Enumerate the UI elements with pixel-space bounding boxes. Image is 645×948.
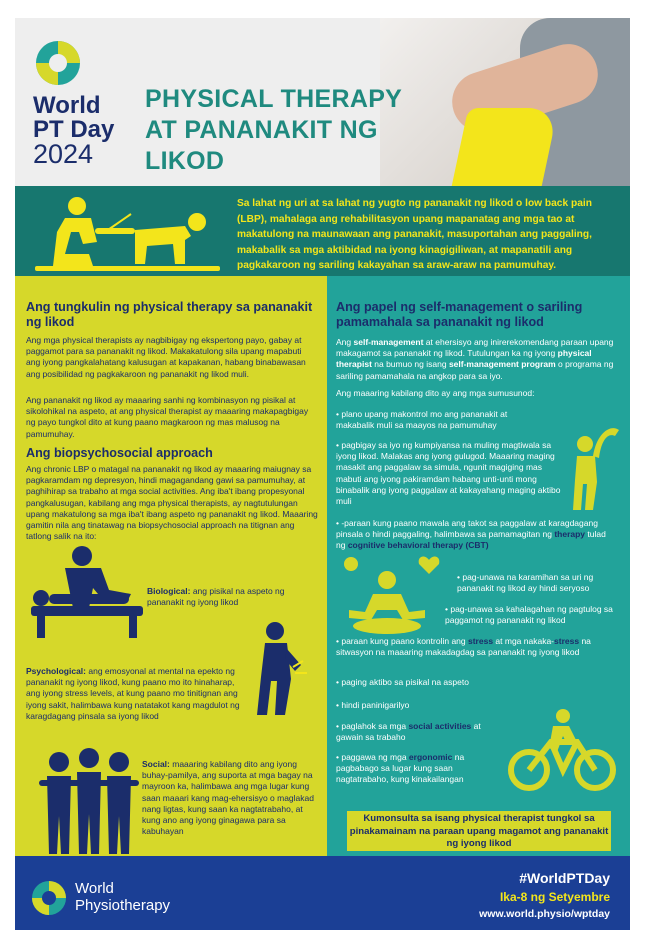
section-heading: Ang papel ng self-management o sariling pamamahala sa pananakit ng likod [336, 300, 583, 329]
header [15, 18, 630, 186]
footer-brand: World Physiotherapy [75, 880, 171, 914]
friends-group-icon [39, 746, 139, 856]
list-item: • paging aktibo sa pisikal na aspeto [336, 677, 469, 687]
list-item: • pagbigay sa iyo ng kumpiyansa na muling magtiwala sa iyong likod. Malakas ang iyong gulugod. Maaaring maging masakit ang paggalaw sa simula, ngunit magiging mas mabuti ang iyong pakiramdam habang unti-unti mong binabalik ang iyong paggalaw at kakayahang maging aktibo muli [336, 440, 561, 507]
psychological-item: Psychological: ang emosyonal at mental na epekto ng pananakit ng iyong likod, kung paano mo ito hinaharap, ang iyong stress levels, at kung paano mo tinitignan ang iyong sakit, halimbawa kung natatakot kang magdulot ng karagdagang pinsala sa iyong likod [26, 666, 240, 721]
back-pain-figure-icon [237, 621, 312, 716]
resistance-band [452, 108, 559, 186]
list-item: • -paraan kung paano mawala ang takot sa paggalaw at karagdagang pinsala o hindi paggaling, halimbawa sa pamamagitan ng therapy tulad ng cognitive behavioral therapy (CBT) [336, 518, 606, 551]
footer [15, 856, 630, 930]
list-item: • paglahok sa mga social activities at gawain sa trabaho [336, 721, 481, 743]
biological-item: Biological: ang pisikal na aspeto ng pananakit ng iyong likod [147, 586, 285, 608]
paragraph: Ang chronic LBP o matagal na pananakit ng likod ay maaaring maiugnay sa pagkaramdam ng depresyon, hindi magagandang gawi sa pamumuhay, at paghihirap sa trabaho at mga social activities. Ang iba't ibang propesyonal pangkalusugan, kabilang ang mga physical therapists, ay nagtutulungan upang makatulong sa mga iba't ibang aspeto ng pananakit ng likod. Maaaring gamitin nila ang tinatawag na biopsychosocial approach na titignan ang tatlong salik na ito: [26, 464, 318, 542]
paragraph: Ang mga physical therapists ay nagbibigay ng ekspertong payo, gabay at paggamot para sa pananakit ng likod. Makakatulong sila upang mapabuti ang iyong pangkalahatang kalusugan at kapakanan, habang binabawasan ang posibilidad ng pagkakaroon ng pananakit ng likod muli. [26, 335, 306, 379]
website-link[interactable]: www.world.physio/wptday [479, 908, 610, 920]
list-item: • plano upang makontrol mo ang pananakit at makabalik muli sa maayos na pamumuhay [336, 409, 508, 431]
massage-table-icon [27, 544, 147, 640]
world-physiotherapy-logo-icon [31, 880, 67, 916]
poster [15, 18, 630, 930]
right-column [327, 276, 630, 856]
paragraph: Ang maaaring kabilang dito ay ang mga sumusunod: [336, 388, 535, 398]
paragraph: Ang self-management at ehersisyo ang inirerekomendang paraan upang makagamot sa pananakit ng likod. Tutulungan ka ng iyong physical therapist na bumuo ng isang self-management program o programa ng sariling pamamahala na angkop para sa iyo. [336, 337, 614, 381]
hashtag: #WorldPTDay [519, 870, 610, 886]
cyclist-icon [507, 708, 617, 794]
left-column [15, 276, 327, 856]
brand-mark: World PT Day 2024 [33, 92, 115, 169]
intro-band [15, 186, 630, 276]
section-heading: Ang tungkulin ng physical therapy sa pananakit ng likod [26, 300, 313, 329]
stretching-figure-icon [563, 422, 621, 512]
list-item: • pag-unawa na karamihan sa uri ng pananakit ng likod ay hindi seryoso [457, 572, 594, 594]
list-item: • pag-unawa sa kahalagahan ng pagtulog sa paggamot ng pananakit ng likod [445, 604, 613, 626]
intro-text: Sa lahat ng uri at sa lahat ng yugto ng pananakit ng likod o low back pain (LBP), mahalaga ang rehabilitasyon upang mapanatag ang mga tao at makatulong na maunawaan ang pananakit, masuportahan ang paggaling, makabalik sa mga aktibidad na iyong kinagigiliwan, at mapanatili ang pagkakaroon ng sariling kakayahan sa araw-araw na pamumuhay. [237, 198, 592, 272]
event-date: Ika-8 ng Setyembre [499, 890, 610, 904]
paragraph: Ang pananakit ng likod ay maaaring sanhi ng kombinasyon ng pisikal at sikolohikal na aspeto, at ang physical therapist ay maaaring makapagbigay ng payo tungkol dito at kung paano magkaroon ng mas malusog na pamumuhay. [26, 395, 309, 439]
list-item: • hindi paninigarilyo [336, 700, 410, 710]
world-pt-day-logo-icon [35, 40, 81, 86]
therapy-exercise-icon [35, 192, 220, 272]
call-to-action-box: Kumonsulta sa isang physical therapist tungkol sa pinakamainam na paraan upang magamot ang pananakit ng iyong likod [347, 811, 611, 851]
list-item: • paraan kung paano kontrolin ang stress at mga nakaka-stress na sitwasyon na maaaring makadagdag sa pananakit ng iyong likod [336, 636, 591, 658]
social-item: Social: maaaring kabilang dito ang iyong buhay-pamilya, ang suporta at mga bagay na mayroon ka, halimbawa ang mga lugar kung saan maaari kang mag-ehersisyo o maglakad nang ligtas, kung saan ka nagtatrabaho, at kung ano ang iyong ginagawa para sa kabuhayan [142, 759, 314, 837]
section-heading: Ang biopsychosocial approach [26, 446, 213, 460]
page-title: PHYSICAL THERAPY AT PANANAKIT NG LIKOD [145, 85, 402, 175]
header-photo [380, 18, 630, 186]
meditation-figure-icon [339, 552, 445, 642]
list-item: • paggawa ng mga ergonomic na pagbabago sa lugar kung saan nagtatrabaho, kung kinakailangan [336, 752, 465, 785]
